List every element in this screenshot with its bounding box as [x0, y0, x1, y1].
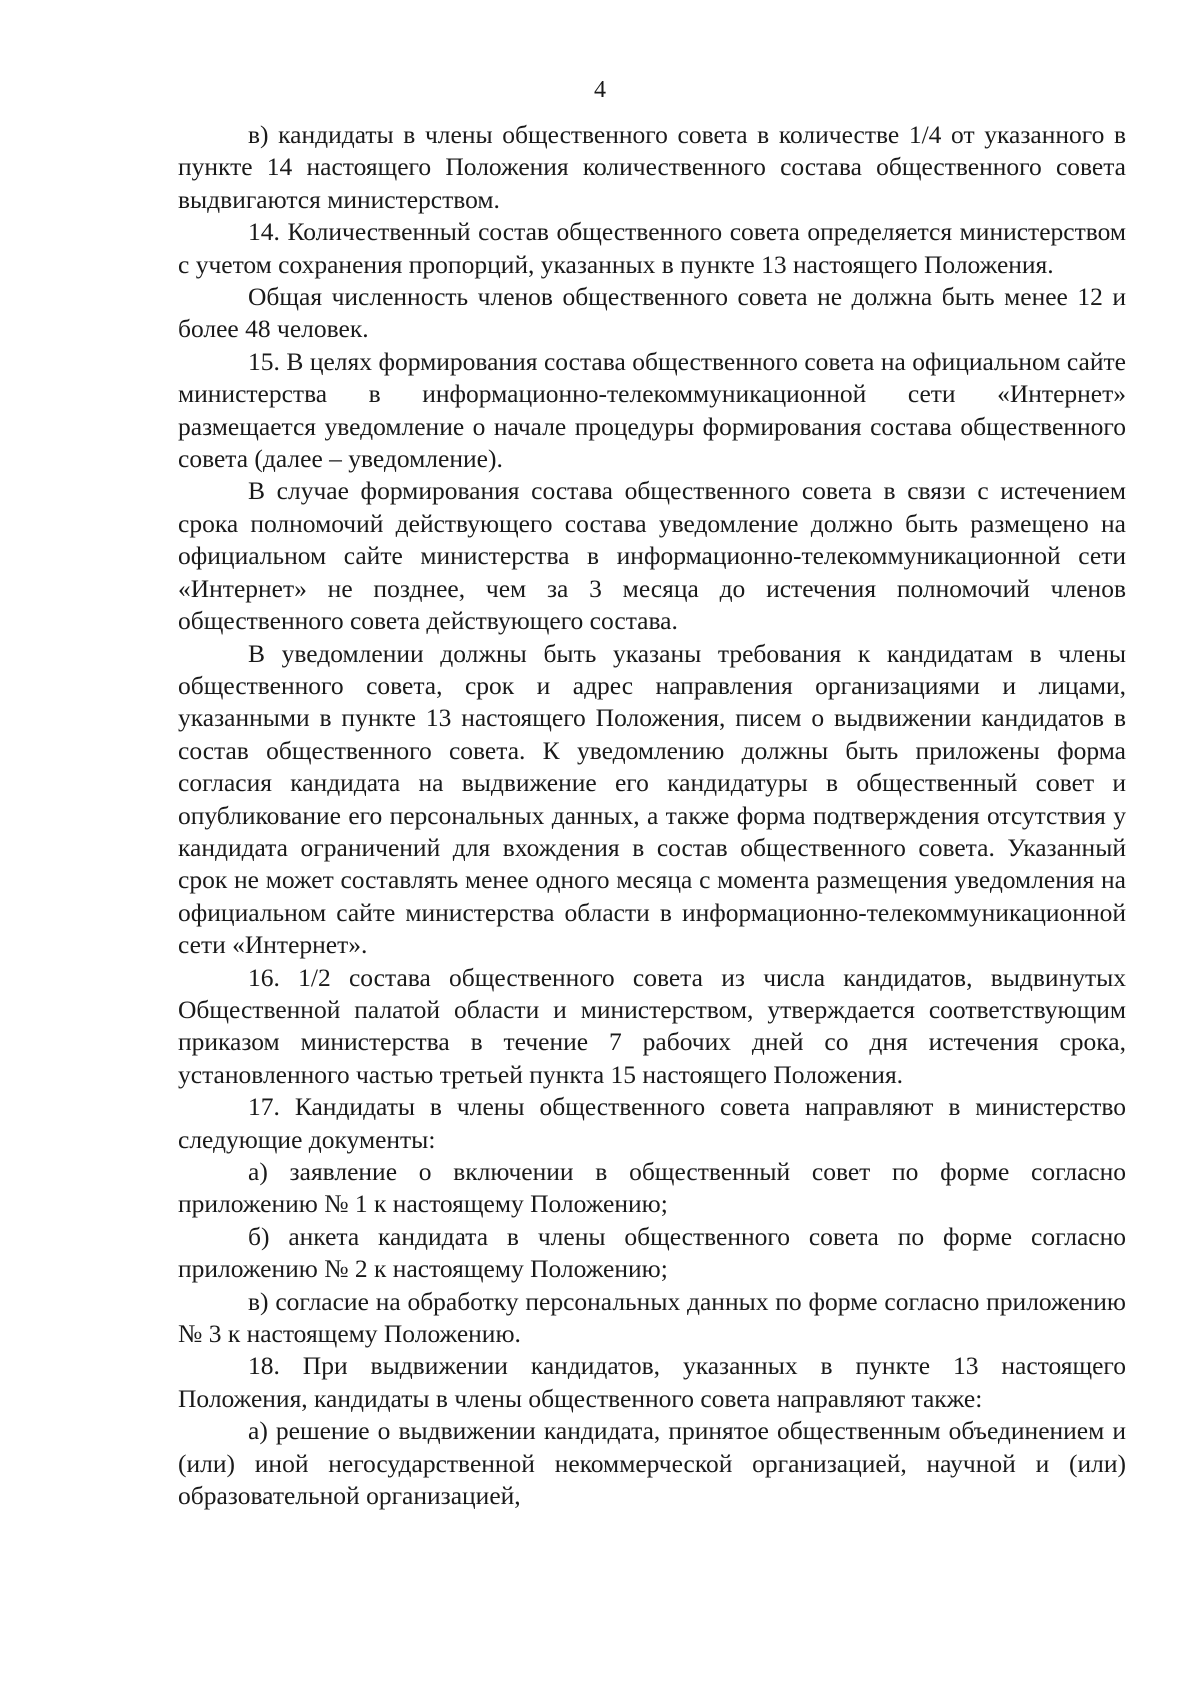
paragraph-17c: в) согласие на обработку персональных данных по форме согласно приложению № 3 к настоящему Положению.	[178, 1286, 1126, 1349]
paragraph-15-requirements: В уведомлении должны быть указаны требования к кандидатам в члены общественного совета, срок и адрес направления организациями и лицами, указанными в пункте 13 настоящего Положения, писем о выдвижении кандидатов в состав общественного совета. К уведомлению должны быть приложены форма согласия кандидата на выдвижение его кандидатуры в общественный совет и опубликование его персональных данных, а также форма подтверждения отсутствия у кандидата ограничений для вхождения в состав общественного совета. Указанный срок не может составлять менее одного месяца с момента размещения уведомления на официальном сайте министерства области в информационно-телекоммуникационной сети «Интернет».	[178, 638, 1126, 960]
paragraph-16: 16. 1/2 состава общественного совета из числа кандидатов, выдвинутых Общественной палатой области и министерством, утверждается соответствующим приказом министерства в течение 7 рабочих дней со дня истечения срока, установленного частью третьей пункта 15 настоящего Положения.	[178, 962, 1126, 1089]
document-body	[178, 119, 1126, 1512]
paragraph-14-total: Общая численность членов общественного совета не должна быть менее 12 и более 48 человек.	[178, 282, 1126, 344]
paragraph-14: 14. Количественный состав общественного совета определяется министерством с учетом сохранения пропорций, указанных в пункте 13 настоящего Положения.	[178, 217, 1126, 279]
paragraph-15: 15. В целях формирования состава общественного совета на официальном сайте министерства в информационно-телекоммуникационной сети «Интернет» размещается уведомление о начале процедуры формирования состава общественного совета (далее – уведомление).	[178, 346, 1126, 474]
paragraph-15-expiry: В случае формирования состава общественного совета в связи с истечением срока полномочий действующего состава уведомление должно быть размещено на официальном сайте министерства в информационно-телекоммуникационной сети «Интернет» не позднее, чем за 3 месяца до истечения полномочий членов общественного совета действующего состава.	[178, 476, 1126, 636]
paragraph-17a: а) заявление о включении в общественный совет по форме согласно приложению № 1 к настоящему Положению;	[178, 1157, 1126, 1219]
paragraph-18: 18. При выдвижении кандидатов, указанных в пункте 13 настоящего Положения, кандидаты в члены общественного совета направляют также:	[178, 1351, 1126, 1413]
paragraph-17b: б) анкета кандидата в члены общественного совета по форме согласно приложению № 2 к настоящему Положению;	[178, 1221, 1126, 1284]
paragraph-13c: в) кандидаты в члены общественного совета в количестве 1/4 от указанного в пункте 14 настоящего Положения количественного состава общественного совета выдвигаются министерством.	[178, 120, 1126, 214]
paragraph-18a: а) решение о выдвижении кандидата, принятое общественным объединением и (или) иной негосударственной некоммерческой организацией, научной и (или) образовательной организацией,	[178, 1416, 1126, 1511]
page-number: 4	[594, 77, 606, 103]
paragraph-17: 17. Кандидаты в члены общественного совета направляют в министерство следующие документы:	[178, 1092, 1126, 1154]
